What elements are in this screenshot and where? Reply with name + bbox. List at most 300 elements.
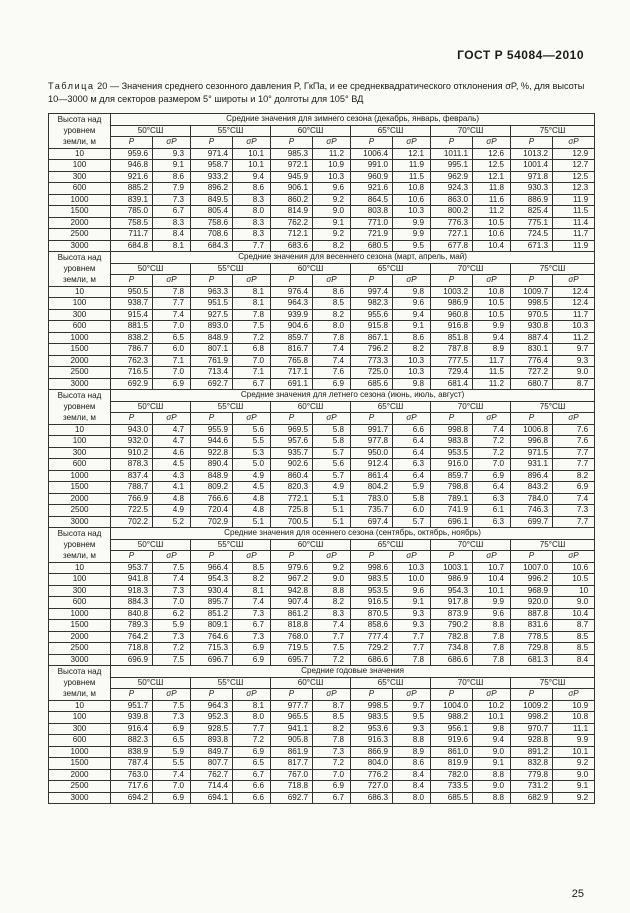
caption-lead: Таблица bbox=[48, 81, 95, 91]
param-p-header: P bbox=[271, 275, 313, 287]
param-sigma-header: σP bbox=[553, 275, 595, 287]
sigma-cell: 6.6 bbox=[393, 424, 431, 436]
height-cell: 10 bbox=[49, 424, 111, 436]
sigma-cell: 8.1 bbox=[233, 585, 271, 597]
sigma-cell: 5.8 bbox=[393, 493, 431, 505]
sigma-cell: 8.2 bbox=[393, 344, 431, 356]
sigma-cell: 10.5 bbox=[473, 217, 511, 229]
pressure-cell: 758.6 bbox=[191, 217, 233, 229]
sigma-cell: 7.5 bbox=[153, 654, 191, 666]
pressure-cell: 965.5 bbox=[271, 712, 313, 724]
pressure-cell: 1003.1 bbox=[431, 562, 473, 574]
sigma-cell: 8.5 bbox=[313, 298, 351, 310]
sigma-cell: 8.4 bbox=[393, 781, 431, 793]
latitude-header: 65°СШ bbox=[351, 539, 431, 551]
pressure-cell: 714.4 bbox=[191, 781, 233, 793]
height-cell: 600 bbox=[49, 183, 111, 195]
pressure-cell: 861.0 bbox=[431, 746, 473, 758]
section-title-row bbox=[49, 390, 595, 402]
pressure-cell: 1001.4 bbox=[511, 160, 553, 172]
latitude-header: 60°СШ bbox=[271, 539, 351, 551]
sigma-cell: 8.1 bbox=[153, 240, 191, 252]
table-row bbox=[49, 516, 595, 528]
table-row bbox=[49, 332, 595, 344]
pressure-cell: 716.5 bbox=[111, 367, 153, 379]
table-row bbox=[49, 746, 595, 758]
sigma-cell: 12.7 bbox=[553, 160, 595, 172]
sigma-cell: 7.3 bbox=[153, 194, 191, 206]
param-sigma-header: σP bbox=[473, 275, 511, 287]
pressure-cell: 809.2 bbox=[191, 482, 233, 494]
pressure-cell: 685.6 bbox=[351, 378, 393, 390]
sigma-cell: 11.1 bbox=[553, 723, 595, 735]
pressure-cell: 820.3 bbox=[271, 482, 313, 494]
sigma-cell: 8.5 bbox=[313, 712, 351, 724]
sigma-cell: 6.7 bbox=[233, 769, 271, 781]
pressure-cell: 964.3 bbox=[271, 298, 313, 310]
sigma-cell: 6.2 bbox=[153, 608, 191, 620]
param-p-header: P bbox=[431, 551, 473, 563]
sigma-cell: 4.5 bbox=[153, 459, 191, 471]
pressure-cell: 971.8 bbox=[511, 171, 553, 183]
sigma-cell: 9.1 bbox=[393, 597, 431, 609]
pressure-cell: 996.2 bbox=[511, 574, 553, 586]
section-title: Средние значения для зимнего сезона (декабрь, январь, февраль) bbox=[111, 114, 595, 126]
sigma-cell: 8.7 bbox=[553, 378, 595, 390]
pressure-cell: 767.0 bbox=[271, 769, 313, 781]
pressure-cell: 735.7 bbox=[351, 505, 393, 517]
param-p-header: P bbox=[191, 689, 233, 701]
sigma-cell: 6.9 bbox=[233, 746, 271, 758]
pressure-cell: 702.2 bbox=[111, 516, 153, 528]
param-p-header: P bbox=[351, 137, 393, 149]
param-sigma-header: σP bbox=[233, 137, 271, 149]
table-row bbox=[49, 355, 595, 367]
pressure-cell: 843.2 bbox=[511, 482, 553, 494]
pressure-cell: 933.2 bbox=[191, 171, 233, 183]
param-p-header: P bbox=[191, 275, 233, 287]
param-sigma-header: σP bbox=[233, 275, 271, 287]
pressure-cell: 782.8 bbox=[431, 631, 473, 643]
sigma-cell: 6.9 bbox=[233, 654, 271, 666]
pressure-cell: 784.0 bbox=[511, 493, 553, 505]
sigma-cell: 8.2 bbox=[233, 574, 271, 586]
sigma-cell: 9.0 bbox=[313, 206, 351, 218]
param-sigma-header: σP bbox=[393, 413, 431, 425]
pressure-cell: 944.6 bbox=[191, 436, 233, 448]
height-cell: 10 bbox=[49, 562, 111, 574]
height-cell: 1500 bbox=[49, 620, 111, 632]
sigma-cell: 11.9 bbox=[393, 160, 431, 172]
pressure-cell: 983.5 bbox=[351, 712, 393, 724]
sigma-cell: 7.4 bbox=[153, 574, 191, 586]
sigma-cell: 9.8 bbox=[473, 723, 511, 735]
pressure-cell: 966.4 bbox=[191, 562, 233, 574]
pressure-cell: 763.0 bbox=[111, 769, 153, 781]
sigma-cell: 9.1 bbox=[553, 781, 595, 793]
latitude-header-row bbox=[49, 677, 595, 689]
pressure-cell: 915.4 bbox=[111, 309, 153, 321]
pressure-cell: 694.1 bbox=[191, 792, 233, 804]
sigma-cell: 11.2 bbox=[473, 206, 511, 218]
sigma-cell: 9.8 bbox=[393, 286, 431, 298]
latitude-header: 70°СШ bbox=[431, 539, 511, 551]
pressure-cell: 951.7 bbox=[111, 700, 153, 712]
pressure-cell: 912.4 bbox=[351, 459, 393, 471]
param-p-header: P bbox=[351, 275, 393, 287]
sigma-cell: 8.3 bbox=[313, 608, 351, 620]
pressure-cell: 917.8 bbox=[431, 597, 473, 609]
sigma-cell: 10.1 bbox=[553, 746, 595, 758]
pressure-cell: 938.7 bbox=[111, 298, 153, 310]
pressure-cell: 783.0 bbox=[351, 493, 393, 505]
sigma-cell: 7.2 bbox=[313, 654, 351, 666]
sigma-cell: 7.3 bbox=[553, 505, 595, 517]
sigma-cell: 6.5 bbox=[153, 332, 191, 344]
height-cell: 3000 bbox=[49, 516, 111, 528]
sigma-cell: 12.3 bbox=[553, 183, 595, 195]
sigma-cell: 8.8 bbox=[473, 769, 511, 781]
pressure-cell: 959.6 bbox=[111, 148, 153, 160]
table-row bbox=[49, 585, 595, 597]
table-caption bbox=[48, 80, 593, 105]
pressure-cell: 941.1 bbox=[271, 723, 313, 735]
latitude-header: 50°СШ bbox=[111, 677, 191, 689]
table-row bbox=[49, 160, 595, 172]
pressure-cell: 943.0 bbox=[111, 424, 153, 436]
sigma-cell: 4.7 bbox=[153, 436, 191, 448]
sigma-cell: 11.7 bbox=[473, 355, 511, 367]
latitude-header: 55°СШ bbox=[191, 677, 271, 689]
section-title: Средние значения для весеннего сезона (март, апрель, май) bbox=[111, 252, 595, 264]
pressure-cell: 790.2 bbox=[431, 620, 473, 632]
table-row bbox=[49, 229, 595, 241]
pressure-cell: 969.5 bbox=[271, 424, 313, 436]
param-p-header: P bbox=[191, 413, 233, 425]
sigma-cell: 7.4 bbox=[153, 769, 191, 781]
pressure-table bbox=[48, 113, 595, 804]
sigma-cell: 4.5 bbox=[233, 482, 271, 494]
pressure-cell: 848.9 bbox=[191, 332, 233, 344]
pressure-cell: 861.9 bbox=[271, 746, 313, 758]
sigma-cell: 10.6 bbox=[473, 229, 511, 241]
height-cell: 3000 bbox=[49, 654, 111, 666]
sigma-cell: 8.6 bbox=[393, 332, 431, 344]
pressure-cell: 921.6 bbox=[111, 171, 153, 183]
sigma-cell: 5.5 bbox=[233, 436, 271, 448]
sigma-cell: 9.0 bbox=[553, 367, 595, 379]
latitude-header: 75°СШ bbox=[511, 539, 595, 551]
table-row bbox=[49, 286, 595, 298]
height-column-header: Высота над уровнем земли, м bbox=[49, 114, 111, 149]
sigma-cell: 5.5 bbox=[153, 758, 191, 770]
sigma-cell: 8.5 bbox=[233, 562, 271, 574]
pressure-cell: 787.4 bbox=[111, 758, 153, 770]
pressure-cell: 729.8 bbox=[511, 643, 553, 655]
pressure-cell: 945.9 bbox=[271, 171, 313, 183]
sigma-cell: 7.5 bbox=[153, 562, 191, 574]
param-sigma-header: σP bbox=[393, 275, 431, 287]
sigma-cell: 11.7 bbox=[553, 309, 595, 321]
pressure-cell: 927.5 bbox=[191, 309, 233, 321]
sigma-cell: 10.7 bbox=[473, 562, 511, 574]
sigma-cell: 9.1 bbox=[313, 217, 351, 229]
sigma-cell: 8.6 bbox=[153, 171, 191, 183]
sigma-cell: 6.6 bbox=[233, 781, 271, 793]
sigma-cell: 7.3 bbox=[233, 608, 271, 620]
document-header: ГОСТ Р 54084—2010 bbox=[457, 48, 584, 62]
param-sigma-header: σP bbox=[313, 413, 351, 425]
sigma-cell: 5.9 bbox=[153, 746, 191, 758]
height-column-header: Высота над уровнем земли, м bbox=[49, 390, 111, 425]
sigma-cell: 5.0 bbox=[233, 459, 271, 471]
sigma-cell: 6.0 bbox=[153, 344, 191, 356]
sigma-cell: 7.3 bbox=[153, 712, 191, 724]
pressure-cell: 1007.0 bbox=[511, 562, 553, 574]
pressure-cell: 762.2 bbox=[271, 217, 313, 229]
sigma-cell: 6.9 bbox=[313, 378, 351, 390]
table-row bbox=[49, 597, 595, 609]
pressure-cell: 998.5 bbox=[351, 700, 393, 712]
pressure-cell: 1011.1 bbox=[431, 148, 473, 160]
sigma-cell: 12.1 bbox=[393, 148, 431, 160]
sigma-cell: 6.3 bbox=[473, 493, 511, 505]
sigma-cell: 11.2 bbox=[473, 378, 511, 390]
sigma-cell: 10.1 bbox=[473, 712, 511, 724]
param-p-header: P bbox=[511, 689, 553, 701]
pressure-cell: 860.2 bbox=[271, 194, 313, 206]
param-sigma-header: σP bbox=[313, 137, 351, 149]
table-row bbox=[49, 712, 595, 724]
sigma-cell: 11.2 bbox=[313, 148, 351, 160]
sigma-cell: 7.8 bbox=[473, 654, 511, 666]
height-cell: 1500 bbox=[49, 482, 111, 494]
table-row bbox=[49, 482, 595, 494]
latitude-header: 65°СШ bbox=[351, 401, 431, 413]
pressure-cell: 870.5 bbox=[351, 608, 393, 620]
table-row bbox=[49, 378, 595, 390]
param-sigma-header: σP bbox=[393, 137, 431, 149]
pressure-cell: 692.7 bbox=[271, 792, 313, 804]
sigma-cell: 7.6 bbox=[553, 424, 595, 436]
pressure-cell: 985.3 bbox=[271, 148, 313, 160]
sigma-cell: 7.3 bbox=[313, 746, 351, 758]
sigma-cell: 11.2 bbox=[553, 332, 595, 344]
sigma-cell: 9.1 bbox=[473, 758, 511, 770]
sigma-cell: 8.4 bbox=[393, 769, 431, 781]
sigma-cell: 6.6 bbox=[233, 792, 271, 804]
pressure-cell: 986.9 bbox=[431, 574, 473, 586]
param-p-header: P bbox=[271, 137, 313, 149]
height-cell: 2500 bbox=[49, 229, 111, 241]
table-row bbox=[49, 148, 595, 160]
sigma-cell: 9.3 bbox=[393, 723, 431, 735]
sigma-cell: 12.4 bbox=[553, 298, 595, 310]
pressure-cell: 785.0 bbox=[111, 206, 153, 218]
pressure-cell: 920.0 bbox=[511, 597, 553, 609]
pressure-cell: 893.0 bbox=[191, 321, 233, 333]
param-sigma-header: σP bbox=[153, 551, 191, 563]
pressure-cell: 939.9 bbox=[271, 309, 313, 321]
sigma-cell: 9.7 bbox=[393, 700, 431, 712]
sigma-cell: 6.9 bbox=[153, 378, 191, 390]
latitude-header: 50°СШ bbox=[111, 539, 191, 551]
sigma-cell: 7.7 bbox=[553, 459, 595, 471]
pressure-cell: 881.5 bbox=[111, 321, 153, 333]
pressure-cell: 998.6 bbox=[351, 562, 393, 574]
pressure-cell: 954.3 bbox=[191, 574, 233, 586]
pressure-cell: 878.3 bbox=[111, 459, 153, 471]
sigma-cell: 6.9 bbox=[473, 470, 511, 482]
pressure-cell: 970.7 bbox=[511, 723, 553, 735]
pressure-cell: 950.0 bbox=[351, 447, 393, 459]
pressure-cell: 729.2 bbox=[351, 643, 393, 655]
sigma-cell: 10.9 bbox=[313, 160, 351, 172]
sigma-cell: 11.6 bbox=[473, 194, 511, 206]
height-cell: 100 bbox=[49, 160, 111, 172]
sigma-cell: 7.4 bbox=[553, 493, 595, 505]
height-cell: 300 bbox=[49, 447, 111, 459]
pressure-cell: 951.5 bbox=[191, 298, 233, 310]
pressure-cell: 768.0 bbox=[271, 631, 313, 643]
sigma-cell: 6.9 bbox=[153, 723, 191, 735]
sigma-cell: 4.9 bbox=[313, 482, 351, 494]
pressure-cell: 963.3 bbox=[191, 286, 233, 298]
sigma-cell: 9.2 bbox=[553, 758, 595, 770]
sigma-cell: 6.7 bbox=[153, 206, 191, 218]
pressure-cell: 718.8 bbox=[271, 781, 313, 793]
pressure-cell: 782.0 bbox=[431, 769, 473, 781]
pressure-cell: 958.7 bbox=[191, 160, 233, 172]
pressure-cell: 859.7 bbox=[431, 470, 473, 482]
sigma-cell: 7.7 bbox=[153, 298, 191, 310]
sigma-cell: 9.4 bbox=[473, 735, 511, 747]
pressure-cell: 1013.2 bbox=[511, 148, 553, 160]
param-p-header: P bbox=[351, 551, 393, 563]
table-row bbox=[49, 344, 595, 356]
param-sigma-header: σP bbox=[313, 551, 351, 563]
pressure-cell: 887.8 bbox=[511, 608, 553, 620]
param-sigma-header: σP bbox=[473, 137, 511, 149]
pressure-cell: 910.2 bbox=[111, 447, 153, 459]
param-sigma-header: σP bbox=[473, 413, 511, 425]
pressure-cell: 789.1 bbox=[431, 493, 473, 505]
pressure-cell: 997.4 bbox=[351, 286, 393, 298]
param-p-header: P bbox=[431, 275, 473, 287]
pressure-cell: 896.2 bbox=[191, 183, 233, 195]
sigma-cell: 6.3 bbox=[473, 516, 511, 528]
pressure-cell: 930.8 bbox=[511, 321, 553, 333]
pressure-cell: 684.8 bbox=[111, 240, 153, 252]
pressure-cell: 717.1 bbox=[271, 367, 313, 379]
sigma-cell: 7.7 bbox=[553, 516, 595, 528]
sigma-cell: 5.9 bbox=[393, 482, 431, 494]
sigma-cell: 7.6 bbox=[313, 367, 351, 379]
pressure-cell: 776.2 bbox=[351, 769, 393, 781]
sigma-cell: 6.9 bbox=[313, 781, 351, 793]
sigma-cell: 7.5 bbox=[233, 321, 271, 333]
sigma-cell: 8.6 bbox=[233, 183, 271, 195]
pressure-cell: 849.5 bbox=[191, 194, 233, 206]
latitude-header: 60°СШ bbox=[271, 401, 351, 413]
pressure-cell: 902.6 bbox=[271, 459, 313, 471]
pressure-cell: 906.1 bbox=[271, 183, 313, 195]
param-p-header: P bbox=[511, 137, 553, 149]
latitude-header: 65°СШ bbox=[351, 677, 431, 689]
height-cell: 2000 bbox=[49, 631, 111, 643]
sigma-cell: 7.2 bbox=[473, 436, 511, 448]
param-p-header: P bbox=[271, 551, 313, 563]
sigma-cell: 9.2 bbox=[313, 562, 351, 574]
data-table-wrapper bbox=[48, 113, 594, 804]
height-cell: 3000 bbox=[49, 378, 111, 390]
sigma-cell: 7.8 bbox=[473, 643, 511, 655]
parameter-header-row bbox=[49, 137, 595, 149]
sigma-cell: 7.5 bbox=[153, 700, 191, 712]
pressure-cell: 727.2 bbox=[511, 367, 553, 379]
height-cell: 300 bbox=[49, 171, 111, 183]
sigma-cell: 9.3 bbox=[153, 148, 191, 160]
sigma-cell: 7.9 bbox=[153, 183, 191, 195]
sigma-cell: 9.9 bbox=[473, 597, 511, 609]
sigma-cell: 9.6 bbox=[393, 298, 431, 310]
sigma-cell: 9.4 bbox=[233, 171, 271, 183]
pressure-cell: 887.4 bbox=[511, 332, 553, 344]
sigma-cell: 7.4 bbox=[473, 424, 511, 436]
sigma-cell: 8.5 bbox=[553, 643, 595, 655]
pressure-cell: 896.4 bbox=[511, 470, 553, 482]
pressure-cell: 692.9 bbox=[111, 378, 153, 390]
height-cell: 10 bbox=[49, 700, 111, 712]
sigma-cell: 9.9 bbox=[473, 321, 511, 333]
pressure-cell: 816.7 bbox=[271, 344, 313, 356]
sigma-cell: 4.9 bbox=[153, 505, 191, 517]
param-sigma-header: σP bbox=[553, 689, 595, 701]
section-title: Средние значения для летнего сезона (июнь, июль, август) bbox=[111, 390, 595, 402]
pressure-cell: 778.5 bbox=[511, 631, 553, 643]
pressure-cell: 804.0 bbox=[351, 758, 393, 770]
sigma-cell: 5.1 bbox=[313, 516, 351, 528]
sigma-cell: 7.0 bbox=[153, 321, 191, 333]
sigma-cell: 9.0 bbox=[313, 574, 351, 586]
height-cell: 100 bbox=[49, 298, 111, 310]
sigma-cell: 9.2 bbox=[313, 194, 351, 206]
table-row bbox=[49, 206, 595, 218]
pressure-cell: 830.1 bbox=[511, 344, 553, 356]
pressure-cell: 996.8 bbox=[511, 436, 553, 448]
sigma-cell: 12.5 bbox=[473, 160, 511, 172]
height-column-header: Высота над уровнем земли, м bbox=[49, 528, 111, 563]
sigma-cell: 10.5 bbox=[553, 574, 595, 586]
pressure-cell: 952.3 bbox=[191, 712, 233, 724]
sigma-cell: 9.5 bbox=[393, 240, 431, 252]
sigma-cell: 10.4 bbox=[553, 608, 595, 620]
table-row bbox=[49, 505, 595, 517]
table-row bbox=[49, 608, 595, 620]
pressure-cell: 954.3 bbox=[431, 585, 473, 597]
sigma-cell: 9.1 bbox=[393, 321, 431, 333]
pressure-cell: 762.7 bbox=[191, 769, 233, 781]
pressure-cell: 885.2 bbox=[111, 183, 153, 195]
pressure-cell: 895.7 bbox=[191, 597, 233, 609]
height-cell: 2500 bbox=[49, 643, 111, 655]
sigma-cell: 8.2 bbox=[313, 597, 351, 609]
sigma-cell: 7.0 bbox=[153, 781, 191, 793]
sigma-cell: 7.2 bbox=[473, 447, 511, 459]
pressure-cell: 950.5 bbox=[111, 286, 153, 298]
table-row bbox=[49, 424, 595, 436]
table-row bbox=[49, 792, 595, 804]
